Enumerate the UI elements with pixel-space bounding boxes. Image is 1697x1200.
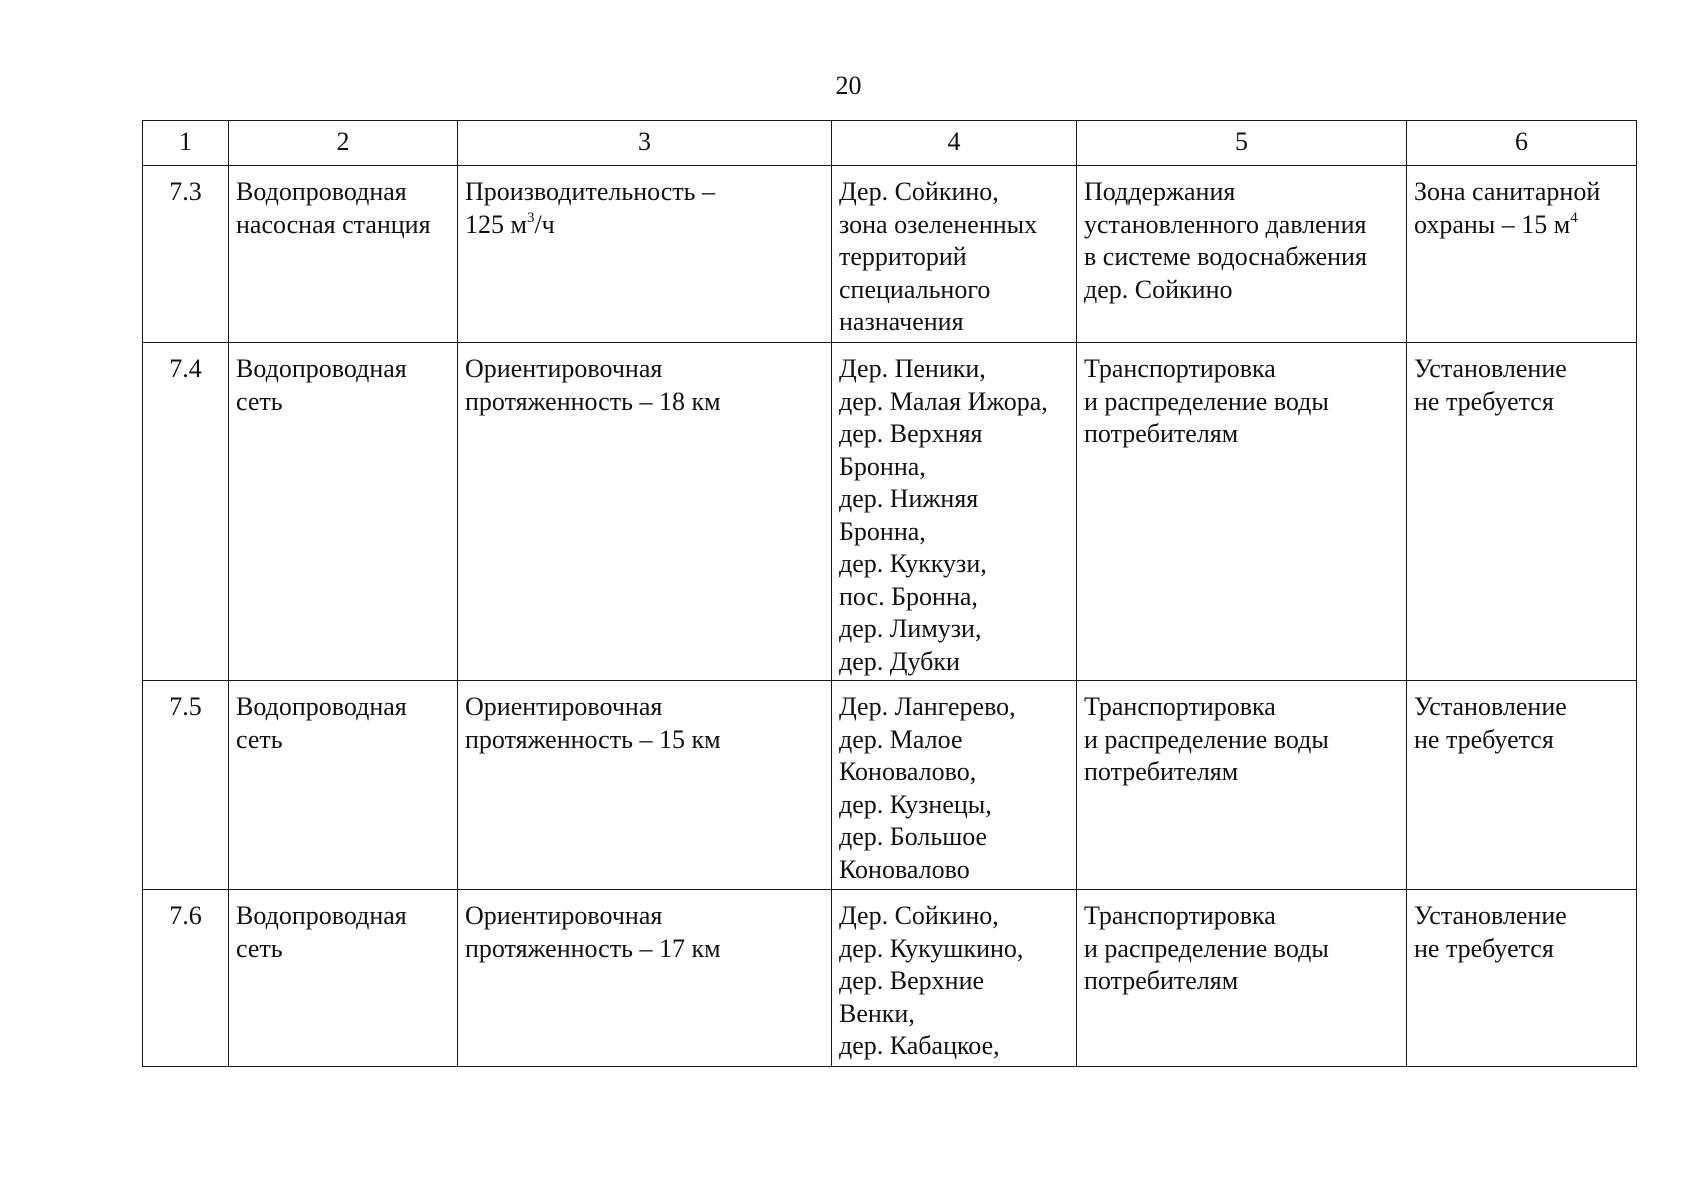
column-header-5: 5 (1077, 121, 1407, 166)
row-number: 7.4 (143, 343, 229, 681)
table-header-row (143, 121, 1637, 166)
superscript: 3 (526, 209, 535, 226)
table-row (143, 681, 1637, 890)
row-number: 7.5 (143, 681, 229, 890)
facilities-table (142, 120, 1637, 1067)
protection-zone (1407, 166, 1637, 343)
footnote-marker: 4 (1570, 209, 1578, 226)
row-number: 7.3 (143, 166, 229, 343)
zone-text: Зона санитарной охраны – 15 м (1414, 177, 1601, 239)
object-name: Водопроводная сеть (229, 890, 458, 1067)
object-location: Дер. Пеники, дер. Малая Ижора, дер. Верхняя Бронна, дер. Нижняя Бронна, дер. Куккузи, пос. Бронна, дер. Лимузи, дер. Дубки (832, 343, 1077, 681)
table-row (143, 343, 1637, 681)
column-header-6: 6 (1407, 121, 1637, 166)
object-purpose: Поддержания установленного давления в системе водоснабжения дер. Сойкино (1077, 166, 1407, 343)
object-characteristic (458, 166, 832, 343)
object-characteristic: Ориентировочная протяженность – 15 км (458, 681, 832, 890)
object-location: Дер. Лангерево, дер. Малое Коновалово, дер. Кузнецы, дер. Большое Коновалово (832, 681, 1077, 890)
characteristic-unit: /ч (534, 209, 555, 239)
object-characteristic: Ориентировочная протяженность – 17 км (458, 890, 832, 1067)
object-name: Водопроводная насосная станция (229, 166, 458, 343)
object-purpose: Транспортировка и распределение воды потребителям (1077, 890, 1407, 1067)
object-name: Водопроводная сеть (229, 343, 458, 681)
object-purpose: Транспортировка и распределение воды потребителям (1077, 343, 1407, 681)
table-row (143, 890, 1637, 1067)
table-row (143, 166, 1637, 343)
object-characteristic: Ориентировочная протяженность – 18 км (458, 343, 832, 681)
object-location: Дер. Сойкино, дер. Кукушкино, дер. Верхние Венки, дер. Кабацкое, (832, 890, 1077, 1067)
protection-zone: Установление не требуется (1407, 343, 1637, 681)
column-header-1: 1 (143, 121, 229, 166)
row-number: 7.6 (143, 890, 229, 1067)
protection-zone: Установление не требуется (1407, 890, 1637, 1067)
column-header-4: 4 (832, 121, 1077, 166)
object-purpose: Транспортировка и распределение воды потребителям (1077, 681, 1407, 890)
column-header-3: 3 (458, 121, 832, 166)
page-number: 20 (835, 71, 862, 100)
object-name: Водопроводная сеть (229, 681, 458, 890)
object-location: Дер. Сойкино, зона озелененных территорий специального назначения (832, 166, 1077, 343)
characteristic-text: Производительность – 125 м (465, 177, 716, 239)
protection-zone: Установление не требуется (1407, 681, 1637, 890)
column-header-2: 2 (229, 121, 458, 166)
